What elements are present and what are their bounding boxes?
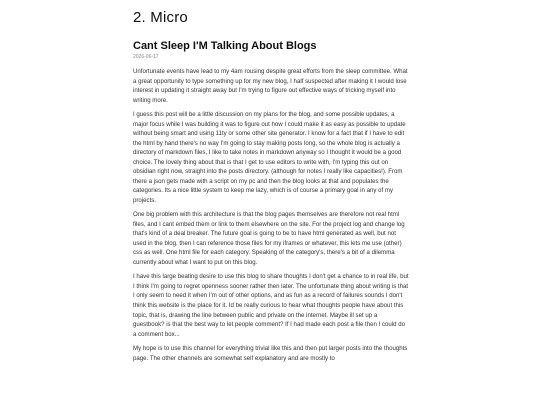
post-paragraph: One big problem with this architecture is that the blog pages themselves are therefore not real html files, and I cant embed them or link to them elsewhere on the site. For the project log and change log that's kind of a deal breaker. The future goal is going to be to have html generated as well, but not used in the blog. then I can reference those files for my iframes or whatever, this lets me use (other) css as well. One html file for each category. Speaking of the category's, there's a bit of a dilemma currently about what I want to put on this blog. xyxy=(133,211,405,266)
post-date: 2026-06-17 xyxy=(133,54,159,60)
post-paragraph: I have this large beating desire to use this blog to share thoughts I don't get a chance to in real life, but I think I'm going to regret openness sooner rather then later. The unfortunate thing about writing is that I only seem to need it when I'm out of other options, and as fun as a record of failures sounds I don't think this website is the place for it. Id be really curious to hear what thoughts people have about this topic, that is, drawing the line between public and private on the internet. Maybe ill set up a guestbook? is that the best way to let people comment? If I had made each post a file then I could do a comment box... xyxy=(133,273,409,338)
site-header xyxy=(133,8,188,28)
post-paragraph: Unfortunate events have lead to my 4am rousing despite great efforts from the sleep committee. What a great opportunity to type something up for my new blog, I half suspected after making it I would lose interest in updating it straight away but I'm trying to figure out effective ways of tricking myself into writing more. xyxy=(133,68,408,104)
post-paragraph: I guess this post will be a little discussion on my plans for the blog, and some possible updates, a major focus while I was building it was to figure out how I could make it as easy as possible to update without being smart and using 11ty or some other site generator. I know for a fact that if I have to edit the html by hand there's no way I'm going to stay making posts long, so the whole blog is actually a directory of markdown files, I like to take notes in markdown anyway so I thought it would be a good choice. The lovely thing about that is that I get to use editors to write with, I'm typing this out on obsidian right now, straight into the posts directory. (although for notes I really like capacities!). From there a json gets made with a script on my pc and then the blog looks at that and populates the categories. Its a nice little system to keep me lazy, which is of course a primary goal in any of my projects. xyxy=(133,110,406,204)
page-title: 2. Micro xyxy=(133,9,188,26)
post-title: Cant Sleep I'M Talking About Blogs xyxy=(133,40,317,52)
blog-post xyxy=(133,39,409,368)
post-body xyxy=(133,67,409,363)
post-paragraph: My hope is to use this channel for everything trivial like this and then put larger posts into the thoughts page. The other channels are somewhat self explanatory and are mostly to xyxy=(133,344,408,362)
